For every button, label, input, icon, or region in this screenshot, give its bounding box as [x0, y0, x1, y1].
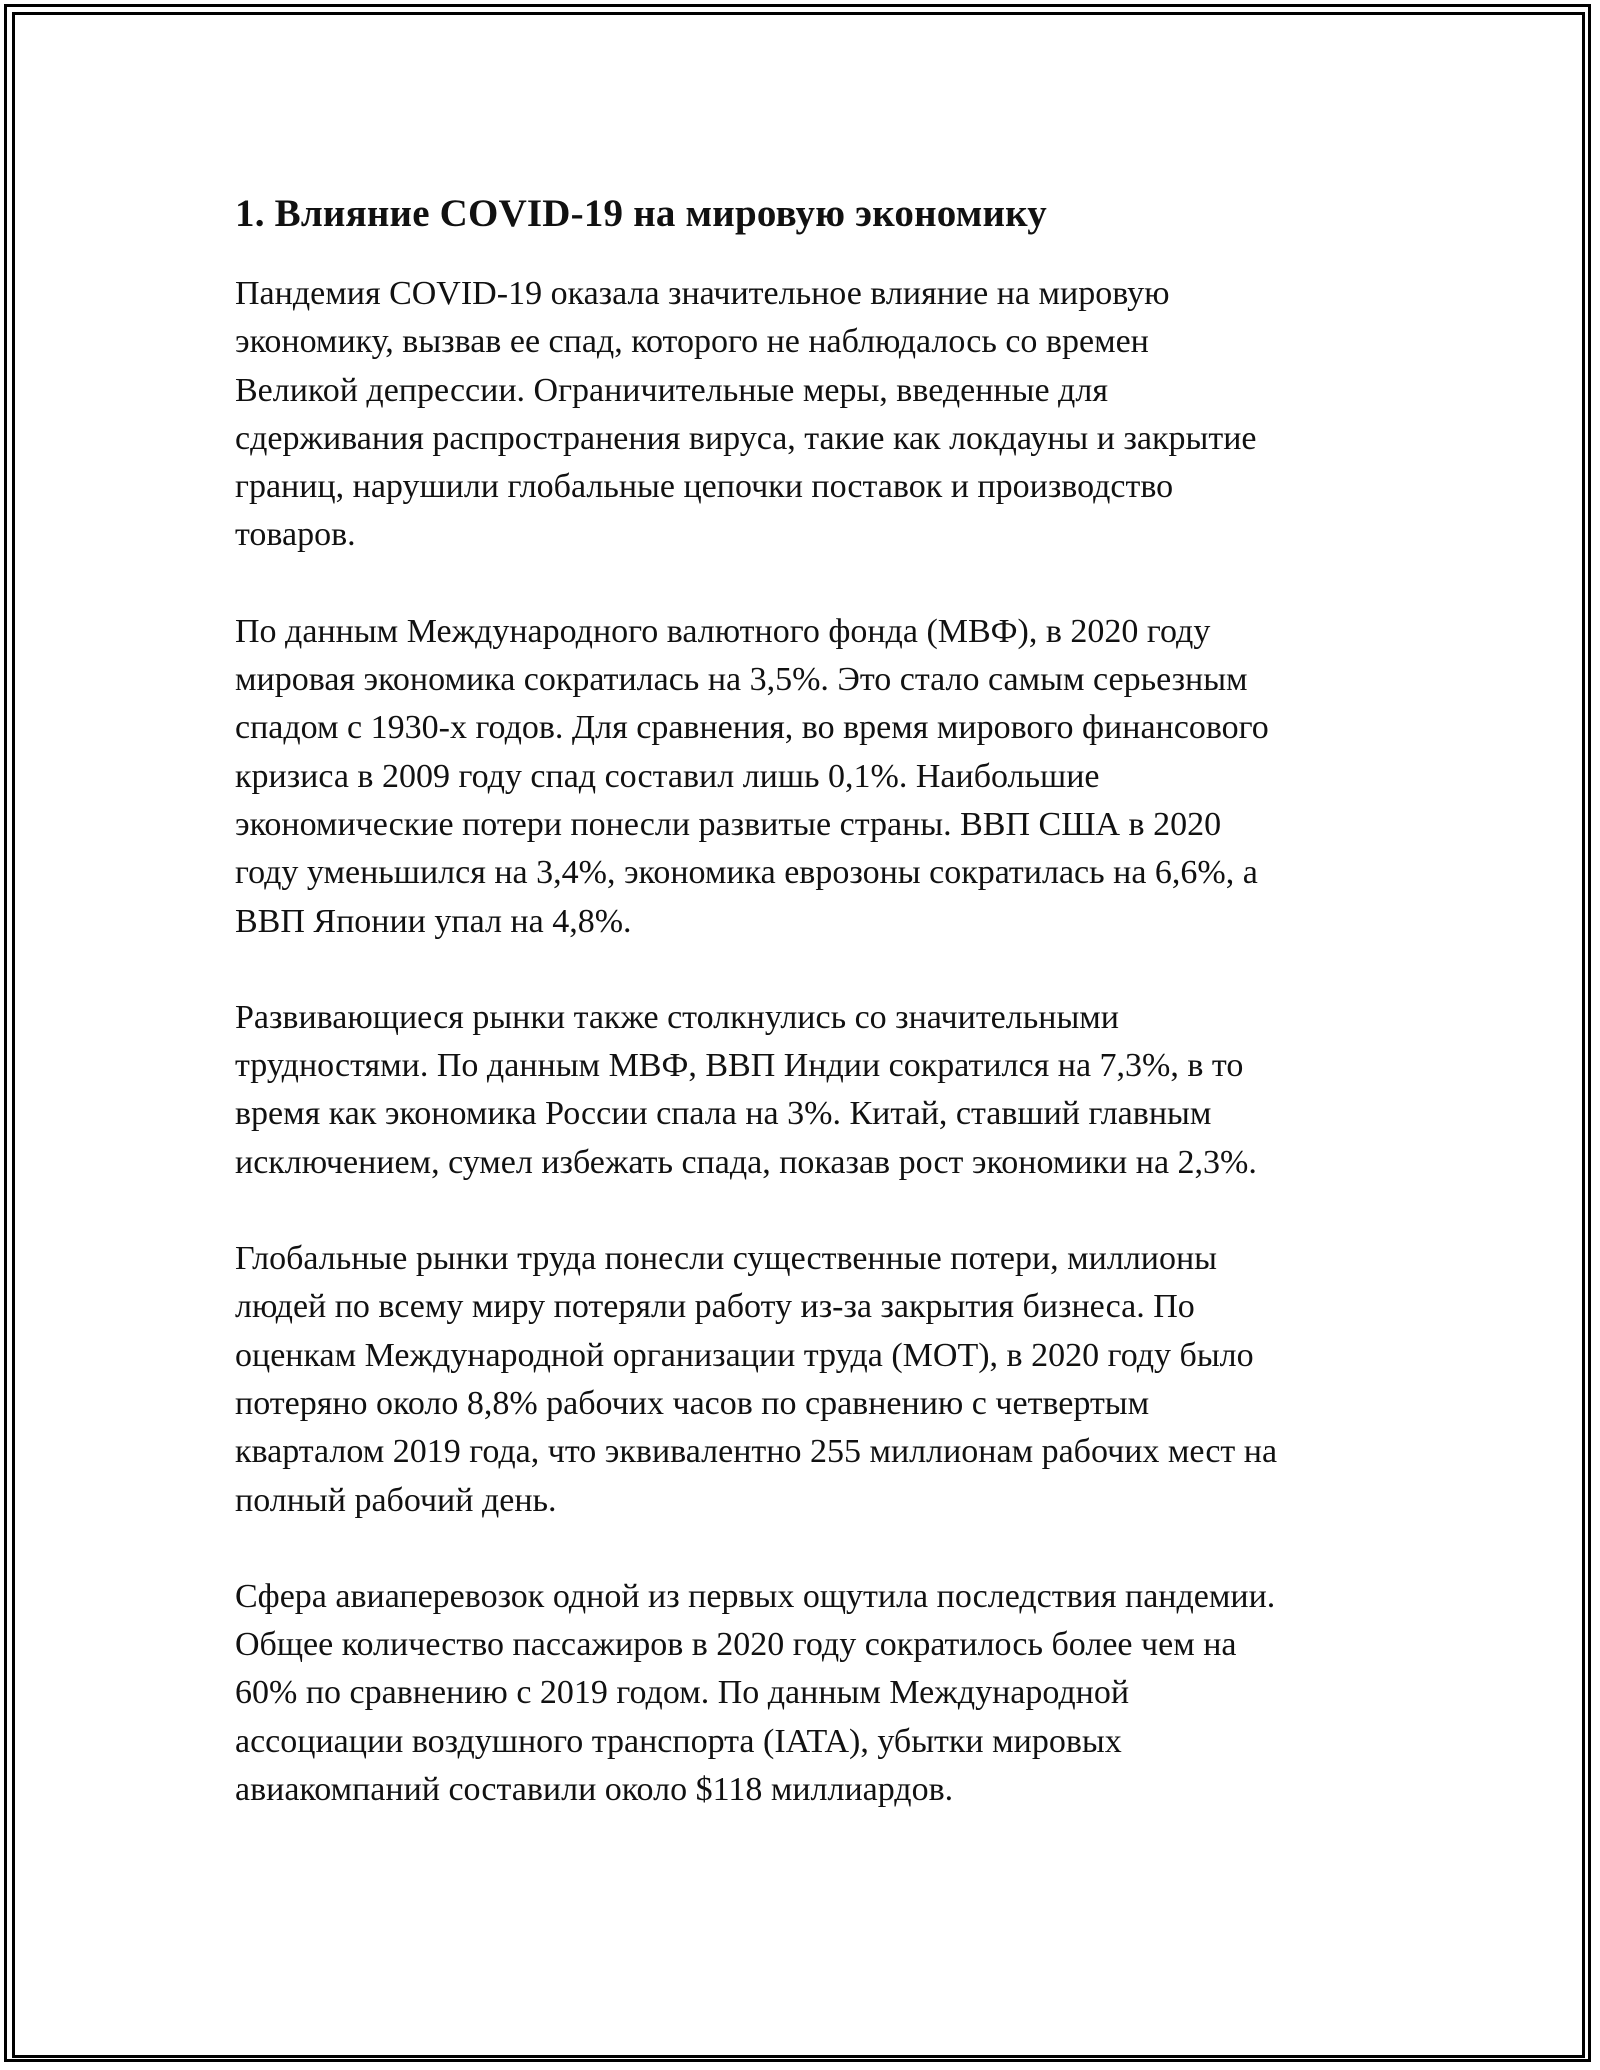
text-line: ВВП Японии упал на 4,8%. [235, 902, 632, 940]
text-line: Развивающиеся рынки также столкнулись со значительными [235, 998, 1119, 1036]
paragraph-5 [235, 1573, 1385, 1814]
text-line: полный рабочий день. [235, 1481, 557, 1519]
text-line: кварталом 2019 года, что эквивалентно 255 миллионам рабочих мест на [235, 1433, 1278, 1471]
text-line: экономические потери понесли развитые страны. ВВП США в 2020 [235, 805, 1222, 843]
text-line: трудностями. По данным МВФ, ВВП Индии сократился на 7,3%, в то [235, 1047, 1244, 1085]
text-line: спадом с 1930-х годов. Для сравнения, во время мирового финансового [235, 709, 1269, 747]
section-heading: 1. Влияние COVID-19 на мировую экономику [235, 192, 1047, 235]
text-line: ассоциации воздушного транспорта (IATA), убытки мировых [235, 1722, 1122, 1760]
text-line: границ, нарушили глобальные цепочки поставок и производство [235, 468, 1174, 506]
text-line: Великой депрессии. Ограничительные меры, введенные для [235, 371, 1108, 409]
text-line: авиакомпаний составили около $118 миллиардов. [235, 1771, 954, 1809]
text-line: исключением, сумел избежать спада, показав рост экономики на 2,3%. [235, 1143, 1257, 1181]
paragraph-2 [235, 608, 1385, 946]
paragraph-4 [235, 1235, 1385, 1525]
text-line: 60% по сравнению с 2019 годом. По данным Международной [235, 1674, 1130, 1712]
text-line: экономику, вызвав ее спад, которого не наблюдалось со времен [235, 323, 1149, 361]
paragraph-3 [235, 994, 1385, 1187]
text-line: мировая экономика сократилась на 3,5%. Это стало самым серьезным [235, 661, 1248, 699]
text-line: Глобальные рынки труда понесли существенные потери, миллионы [235, 1240, 1218, 1278]
text-line: время как экономика России спала на 3%. Китай, ставший главным [235, 1095, 1212, 1133]
text-line: потеряно около 8,8% рабочих часов по сравнению с четвертым [235, 1384, 1150, 1422]
text-line: Пандемия COVID-19 оказала значительное влияние на мировую [235, 275, 1170, 312]
document-body [235, 186, 1385, 1862]
text-line: Сфера авиаперевозок одной из первых ощутила последствия пандемии. [235, 1577, 1276, 1615]
text-line: оценкам Международной организации труда (МОТ), в 2020 году было [235, 1336, 1254, 1374]
text-line: Общее количество пассажиров в 2020 году сократилось более чем на [235, 1626, 1237, 1664]
text-line: сдерживания распространения вируса, такие как локдауны и закрытие [235, 419, 1257, 457]
text-line: кризиса в 2009 году спад составил лишь 0,1%. Наибольшие [235, 757, 1100, 795]
text-line: людей по всему миру потеряли работу из-за закрытия бизнеса. По [235, 1288, 1195, 1326]
text-line: товаров. [235, 516, 356, 554]
text-line: По данным Международного валютного фонда (МВФ), в 2020 году [235, 612, 1211, 650]
text-line: году уменьшился на 3,4%, экономика еврозоны сократилась на 6,6%, а [235, 854, 1258, 892]
paragraph-1 [235, 270, 1385, 560]
